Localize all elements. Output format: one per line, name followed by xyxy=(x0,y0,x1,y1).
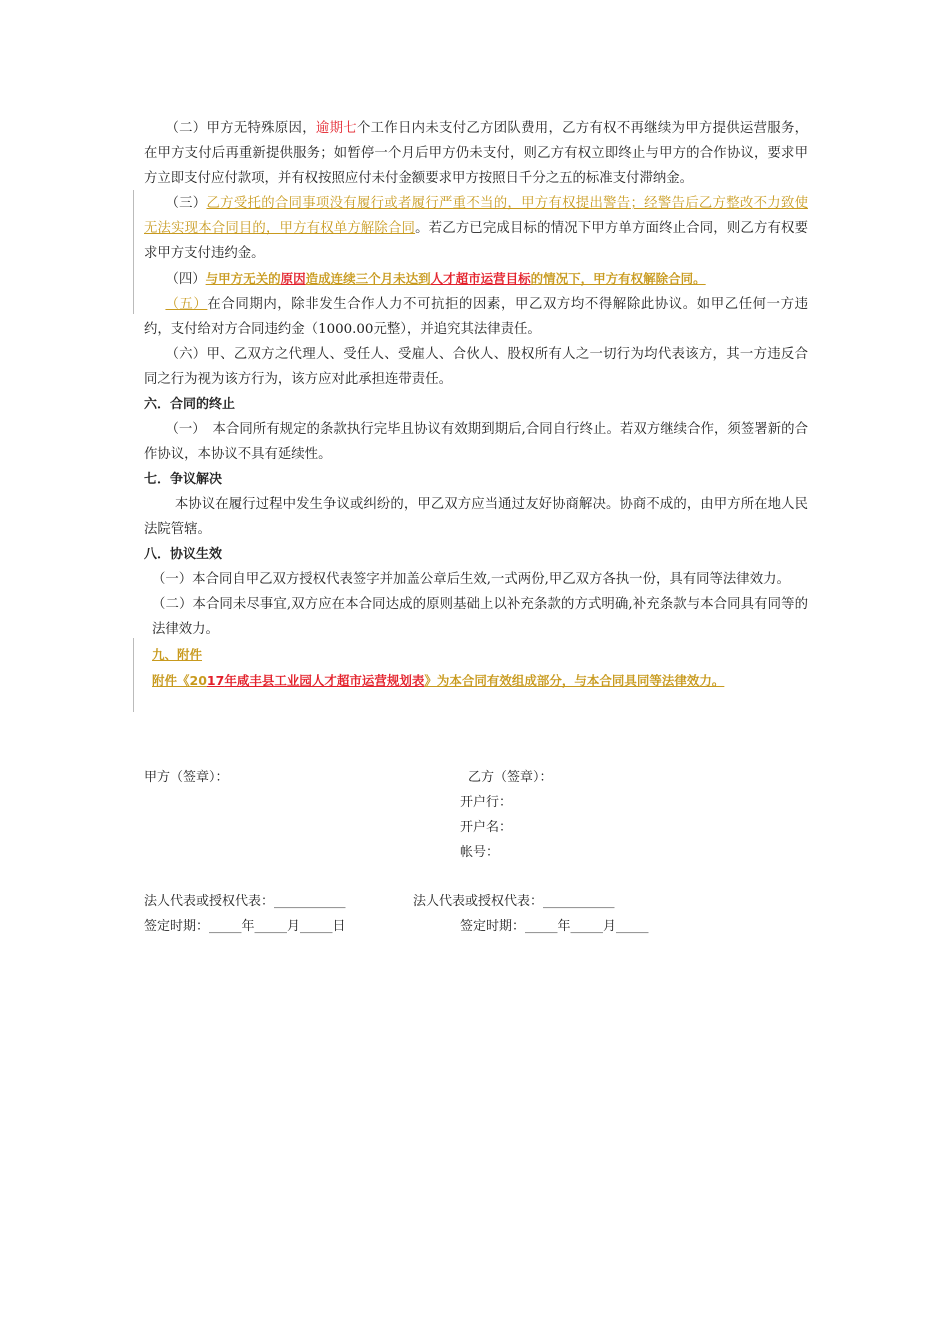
party-a-seal: 甲方（签章）： xyxy=(144,770,229,785)
text: （四） xyxy=(165,272,206,287)
party-b-seal: 乙方（签章）： xyxy=(468,770,553,785)
section-9-title xyxy=(144,642,808,668)
tracked-change: 与甲方无关的 xyxy=(205,271,281,286)
clause-4 xyxy=(144,266,808,292)
contract-body xyxy=(144,116,808,694)
party-a-representative: 法人代表或授权代表：___________ xyxy=(144,894,346,909)
tracked-change: 人才超市运营目标 xyxy=(430,271,531,286)
section-6-text: （一） 本合同所有规定的条款执行完毕且协议有效期到期后,合同自行终止。若双方继续合作，须签署新的合作协议，本协议不具有延续性。 xyxy=(144,422,808,462)
party-b-representative: 法人代表或授权代表：___________ xyxy=(413,894,615,909)
section-8-clause-2: （二）本合同未尽事宜,双方应在本合同达成的原则基础上以补充条款的方式明确,补充条款与本合同具有同等的法律效力。 xyxy=(152,597,808,637)
section-8-clause-1: （一）本合同自甲乙双方授权代表签字并加盖公章后生效,一式两份,甲乙双方各执一份，具有同等法律效力。 xyxy=(152,572,790,587)
tracked-change: 附件《20 xyxy=(152,673,207,688)
tracked-change: （五） xyxy=(165,297,208,312)
tracked-change: 年咸丰县工业园人才超市运营规划表 xyxy=(224,673,425,688)
text: 在合同期内，除非发生合作人力不可抗拒的因素，甲乙双方均不得解除此协议。如甲乙任何一方违约，支付给对方合同违约金（1000.00元整），并追究其法律责任。 xyxy=(144,297,809,337)
tracked-change: 乙方受托的合同事项没有履行或者履行严重不当的，甲方有权提出警告；经警告后乙方整改不力致使无法实现本合同目的，甲方有权单方解除合同 xyxy=(144,196,809,236)
section-7-text: 本协议在履行过程中发生争议或纠纷的，甲乙双方应当通过友好协商解决。协商不成的，由甲方所在地人民法院管辖。 xyxy=(144,497,808,537)
party-a-date: 签定时期：_____年_____月_____日 xyxy=(144,919,346,934)
tracked-change: 》为本合同有效组成部分，与本合同具同等法律效力。 xyxy=(424,673,725,688)
clause-2 xyxy=(144,116,808,191)
text: 。若乙方已完成目标的情况下甲方单方面终止合同，则乙方有权要求甲方支付违约金。 xyxy=(144,221,809,261)
tracked-change: 造成连续三个月未达到 xyxy=(305,271,431,286)
party-b-date: 签定时期：_____年_____月_____ xyxy=(460,919,649,934)
bank-label: 开户行： xyxy=(460,795,513,810)
change-bar xyxy=(133,190,134,314)
section-8-title: 八．协议生效 xyxy=(144,547,223,562)
highlight-text: 逾期七 xyxy=(315,121,357,136)
section-7-title: 七．争议解决 xyxy=(144,472,223,487)
text: （二）甲方无特殊原因， xyxy=(165,121,316,136)
account-name-label: 开户名： xyxy=(460,820,513,835)
tracked-change: 原因 xyxy=(280,271,306,286)
tracked-change: 九、附件 xyxy=(152,647,203,662)
account-number-label: 帐号： xyxy=(460,845,500,860)
section-6-title: 六．合同的终止 xyxy=(144,397,236,412)
clause-3 xyxy=(144,191,808,266)
text: （三） xyxy=(165,196,207,211)
tracked-change: 17 xyxy=(206,673,225,688)
tracked-change: 的情况下，甲方有权解除合同。 xyxy=(530,271,706,286)
clause-6: （六）甲、乙双方之代理人、受任人、受雇人、合伙人、股权所有人之一切行为均代表该方，其一方违反合同之行为视为该方行为，该方应对此承担连带责任。 xyxy=(144,347,808,387)
change-bar xyxy=(133,638,134,712)
clause-5 xyxy=(144,292,808,342)
text: 个工作日内未支付乙方团队费用，乙方有权不再继续为甲方提供运营服务，在甲方支付后再重新提供服务；如暂停一个月后甲方仍未支付，则乙方有权立即终止与甲方的合作协议，要求甲方立即支付应付款项，并有权按照应付未付金额要求甲方按照日千分之五的标准支付滞纳金。 xyxy=(144,121,809,186)
section-9-text xyxy=(144,668,808,694)
